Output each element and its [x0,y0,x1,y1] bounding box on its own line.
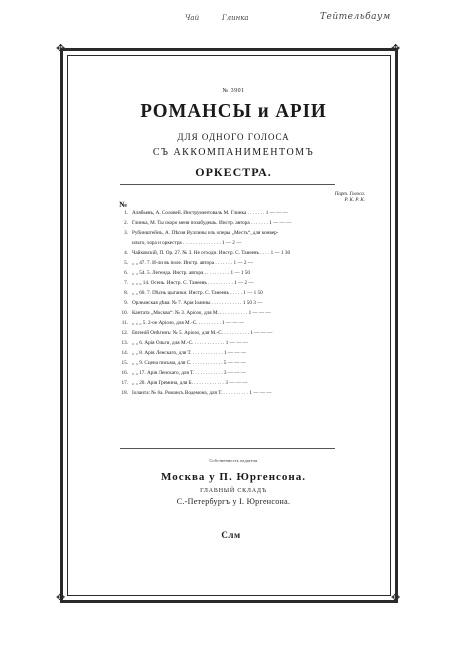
subtitle-voice: ДЛЯ ОДНОГО ГОЛОСА [177,132,290,142]
item-number: 17. [121,380,128,386]
list-item [112,338,377,348]
list-item [112,238,377,248]
item-number: 8. [124,290,128,296]
item-number: 2. [124,220,128,226]
list-item [112,318,377,328]
item-title: „ „ „ 14. Осень. Инстр. С. Танеевъ . . . . . . . . . . 1 — 2 — [132,280,254,286]
list-item [112,368,377,378]
handwritten-note-1: Чай [185,14,200,22]
list-item [112,288,377,298]
item-number: 1. [124,210,128,216]
list-item [112,278,377,288]
subtitle-accompaniment: СЪ АККОМПАНИМЕНТОМЪ [152,147,315,158]
item-title: ильто, хора и оркестра . . . . . . . . . . . . . . . 1 — 2 — [132,240,242,246]
item-number: 3. [124,230,128,236]
item-title: Алябьевъ, А. Соловей. Инструментоваль М. Глинка . . . . . . . 1 — — — [132,210,288,216]
page-title: РОМАНСЫ и АРІИ [140,100,327,122]
corner-ornament-icon: ✥ [391,592,401,604]
item-number: 14. [121,350,128,356]
item-title: „ „ 17. Арія Ленскаго, для Т. . . . . . . . . . . . 3 — — — [132,370,246,376]
item-title: „ „ 60. 7. Пѣснь цыганки. Инстр. С. Танеевъ . . . . . 1 — 1 50 [132,290,263,296]
publisher-warehouse: ГЛАВНЫЙ СКЛАДЪ [200,488,267,494]
publisher-name: Москва у П. Юргенсона. [161,471,306,483]
item-title: „ „ 54. 5. Легенда. Инстр. автора . . . . . . . . . . 1 — 1 50 [132,270,250,276]
item-number: 18. [121,390,128,396]
handwritten-note-3: Тейтельбаум [320,12,391,22]
item-title: „ „ „ 5. 2-ое Аріозо, для М.-С. . . . . . . . . . 1 — — — [132,320,245,326]
corner-ornament-icon: ✥ [391,43,401,55]
item-number: 6. [124,270,128,276]
list-item [112,328,377,338]
publisher-branch: С.-Петербургъ у І. Юргенсона. [176,497,291,506]
item-title: „ „ 20. Арія Гремина, для Б. . . . . . . . . . . . . 3 — — — [132,380,248,386]
item-title: „ „ 9. Сцена письма, для С. . . . . . . . . . . . . 5 — — — [132,360,246,366]
number-symbol: № [119,200,128,209]
handwritten-note-2: Глинка [222,14,249,22]
list-item [112,228,377,238]
item-title: Евгеній Онѣгинъ: № 5. Аріозо, для М.-С. . . . . . . . . . . 1 — — — [132,330,273,336]
list-item [112,378,377,388]
item-title: „ „ 6. Арія Ольги, для М.-С. . . . . . . . . . . . . 1 — — — [132,340,248,346]
works-list [112,208,377,398]
catalog-number: № 3901 [222,88,245,94]
list-item [112,308,377,318]
item-number: 10. [121,310,128,316]
item-title: „ „ 8. Арія Ленскаго, для Т. . . . . . . . . . . . . 1 — — — [132,350,246,356]
item-title: Кантата „Москва“: № 3. Аріозо, для М. . . . . . . . . . . . 1 — — — [132,310,271,316]
item-title: „ „ 47. 7. И-ли въ поле. Инстр. автора . . . . . . . 1 — 2 — [132,260,253,266]
divider [120,184,335,185]
item-title: Рубинштейнъ, А. Пѣсня Вуллины изъ оперы „Месть“, для конвер- [132,230,279,236]
item-title: Орлеанская дѣва: № 7. Арія Іоанны . . . . . . . . . . . . 1 50 3 — [132,300,263,306]
item-number: 7. [124,280,128,286]
subtitle-orchestra: ОРКЕСТРА. [195,165,272,179]
price-column-header: Парт. Голоса. Р. К. Р. К. [334,192,365,203]
item-number: 5. [124,260,128,266]
list-item [112,208,377,218]
list-item [112,388,377,398]
corner-ornament-icon: ✥ [56,592,66,604]
item-title: Глинка, М. Ты скоро меня позабудешь. Инстр. автора . . . . . . . 1 — — — [132,220,292,226]
item-number: 12. [121,330,128,336]
item-number: 13. [121,340,128,346]
library-stamp: Слм [221,530,241,540]
list-item [112,298,377,308]
list-item [112,268,377,278]
item-number: 4. [124,250,128,256]
list-item [112,258,377,268]
item-number: 16. [121,370,128,376]
item-number: 9. [124,300,128,306]
item-number: 15. [121,360,128,366]
divider [120,448,335,449]
list-item [112,348,377,358]
list-item [112,358,377,368]
item-title: Чайковскій, П. Ор. 27. № 3. Не отходи. Инстр. С. Танеевъ . . . . 1 — 1 30 [132,250,291,256]
list-item [112,218,377,228]
item-title: Іоланта: № 6а. Романсъ Водемона, для Т. . . . . . . . . . . 1 — — — [132,390,272,396]
corner-ornament-icon: ✥ [56,43,66,55]
list-item [112,248,377,258]
item-number: 11. [121,320,128,326]
publisher-ownership-note: Собственность издателя [209,458,258,463]
